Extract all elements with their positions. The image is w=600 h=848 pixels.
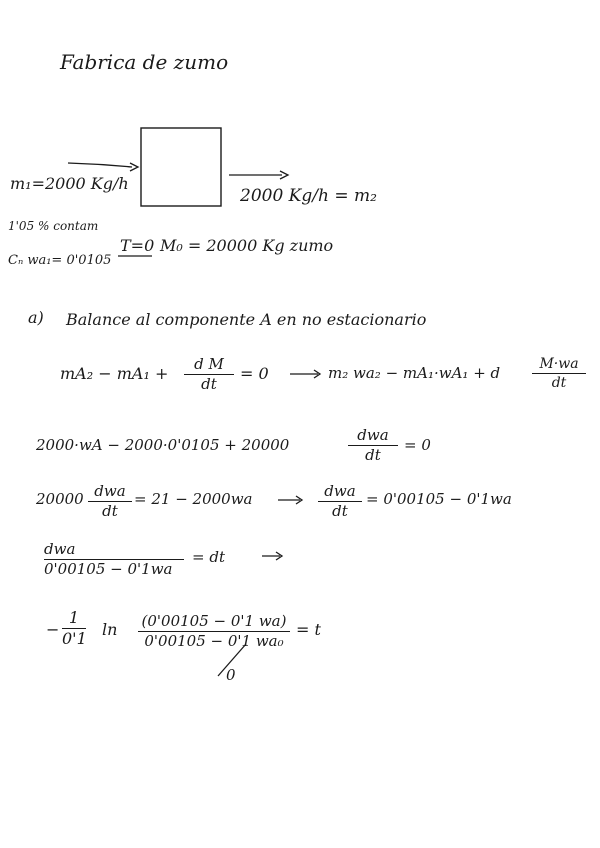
eq1-frac-num: d M	[194, 355, 224, 373]
outlet-label: 2000 Kg/h = m₂	[240, 186, 377, 206]
eq3-frac-den: dt	[102, 502, 118, 520]
eq5-fraction	[62, 610, 86, 647]
eq5-ln: ln	[102, 620, 118, 639]
eq5-rhs: = t	[296, 620, 321, 639]
eq1-frac2-bar	[532, 373, 586, 374]
eq4-fraction	[44, 542, 184, 577]
eq3-mid: = 21 − 2000wa	[134, 490, 253, 508]
eq4-rhs: = dt	[192, 548, 225, 566]
initial-time: T=0	[120, 236, 155, 255]
eq1-frac-den: dt	[201, 375, 217, 393]
eq5-frac-den: 0'1	[62, 629, 87, 648]
contaminant-percent: 1'05 % contam	[8, 219, 99, 233]
eq1-rhs: m₂ wa₂ − mA₁·wA₁ + d	[328, 364, 501, 382]
inlet-fraction: Cₙ wa₁= 0'0105	[8, 253, 112, 268]
eq3-lhs: 20000	[36, 490, 84, 508]
inlet-arrow	[68, 163, 132, 167]
eq4-frac-num: dwa	[44, 540, 76, 558]
eq1-fraction	[184, 357, 234, 392]
initial-mass: M₀ = 20000 Kg zumo	[160, 236, 334, 255]
eq3-frac-num: dwa	[94, 482, 126, 500]
inlet-label: m₁=2000 Kg/h	[10, 174, 129, 193]
part-a-statement: Balance al componente A en no estacionario	[66, 310, 427, 329]
page-title: Fabrica de zumo	[60, 50, 229, 74]
eq5-frac-num: 1	[68, 608, 80, 627]
eq2-lhs: 2000·wA − 2000·0'0105 + 20000	[36, 436, 290, 454]
eq5-fraction-2	[138, 614, 290, 649]
part-a-label: a)	[28, 308, 44, 327]
eq2-frac-num: dwa	[357, 426, 389, 444]
eq3-frac2-den: dt	[332, 502, 348, 520]
process-box	[141, 128, 221, 206]
eq1-frac2-den: dt	[551, 375, 567, 391]
eq5-frac2-den: 0'00105 − 0'1 wa₀	[144, 632, 284, 650]
eq2-rhs: = 0	[404, 436, 431, 454]
eq2-fraction	[348, 428, 398, 463]
eq2-frac-den: dt	[365, 446, 381, 464]
eq4-frac-den: 0'00105 − 0'1wa	[44, 560, 173, 578]
eq3-rhs: = 0'00105 − 0'1wa	[366, 490, 512, 508]
eq5-zero: 0	[226, 666, 236, 684]
eq1-fraction-2	[532, 357, 586, 390]
eq3-frac2-num: dwa	[324, 482, 356, 500]
eq1-lhs: mA₂ − mA₁ +	[60, 364, 169, 383]
eq5-frac2-num: (0'00105 − 0'1 wa)	[141, 612, 287, 630]
eq3-fraction-2	[318, 484, 362, 519]
eq5-minus: −	[46, 620, 60, 639]
eq1-frac2-num: M·wa	[539, 356, 579, 372]
eq1-mid: = 0	[240, 364, 269, 383]
eq3-fraction	[88, 484, 132, 519]
